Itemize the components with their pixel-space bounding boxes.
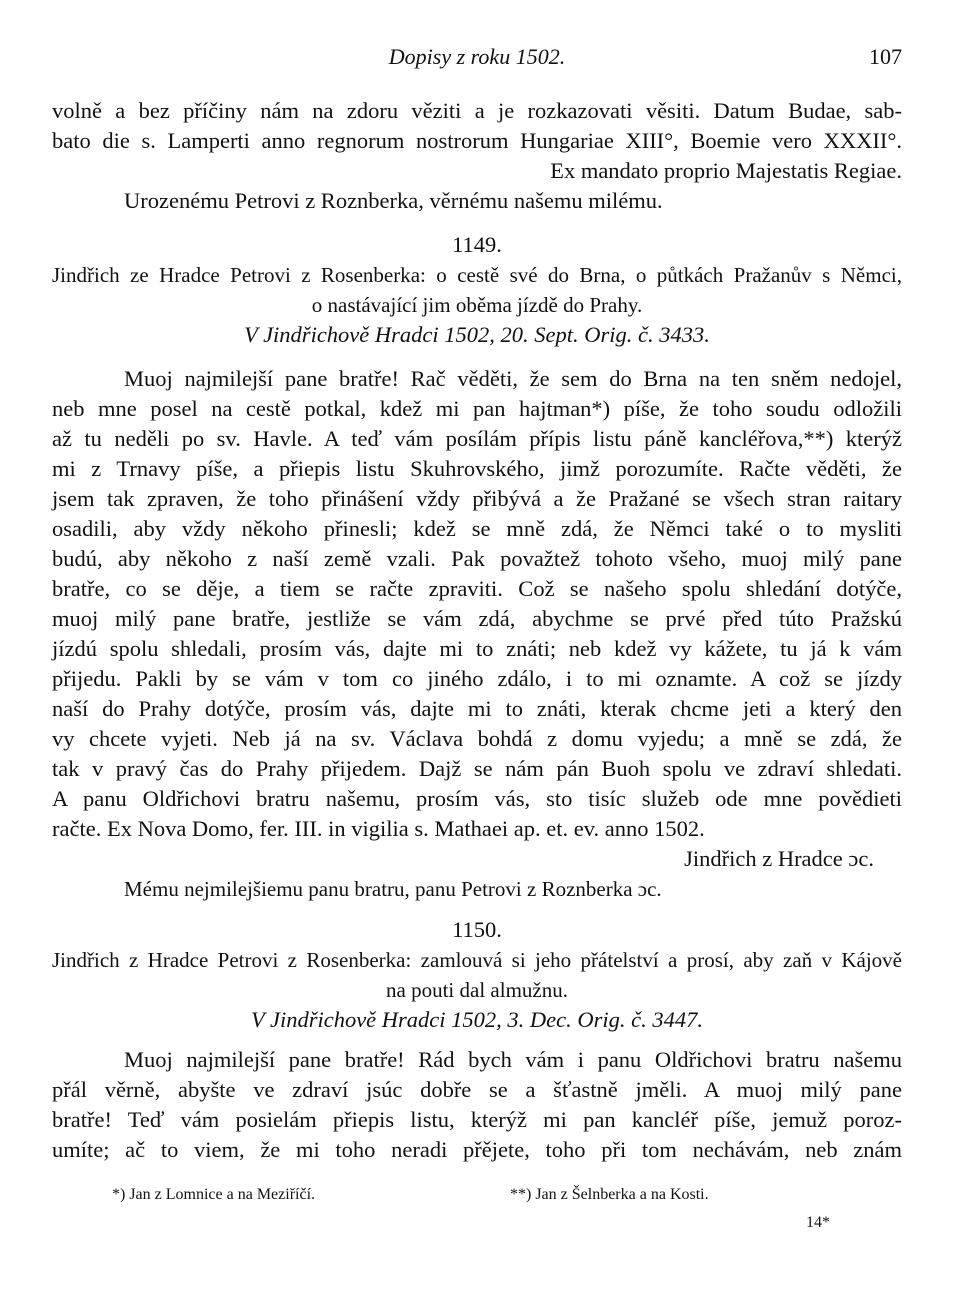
letter-summary: o nastávající jim oběma jízdě do Prahy. xyxy=(311,293,643,317)
letter-1149-heading xyxy=(52,230,902,350)
letter-number: 1150. xyxy=(452,917,502,942)
text-line: vy chcete vyjeti. Neb já na sv. Václava bohdá z domu vyjedu; a mně se zdá, že xyxy=(52,726,902,751)
letter-number: 1149. xyxy=(452,232,502,257)
text-line: naší do Prahy dotýče, prosím vás, dajte mi to znáti, kterak chcme jeti a který den xyxy=(52,696,902,721)
letter-summary: na pouti dal almužnu. xyxy=(386,978,568,1002)
letter-signature: Jindřich z Hradce ɔc. xyxy=(684,846,874,871)
page-header xyxy=(52,44,902,74)
text-line: volně a bez příčiny nám na zdoru věziti a je rozkazovati věsiti. Datum Budae, sab- xyxy=(52,98,902,123)
letter-summary: Jindřich ze Hradce Petrovi z Rosenberka: o cestě své do Brna, o půtkách Pražanův s Němci, xyxy=(52,263,902,287)
text-line: přál věrně, abyšte ve zdraví jsúc dobře se a šťastně jměli. A muoj milý pane xyxy=(52,1077,902,1102)
letter-source: V Jindřichově Hradci 1502, 20. Sept. Orig. č. 3433. xyxy=(244,322,710,347)
text-line: A panu Oldřichovi bratru našemu, prosím vás, sto tisíc služeb ode mne povědieti xyxy=(52,786,902,811)
text-line: budú, aby někoho z naší země vzali. Pak považtež tohoto všeho, muoj milý pane xyxy=(52,546,902,571)
letter-1149-body xyxy=(52,364,902,904)
text-line: umíte; ač to viem, že mi toho neradi přějete, toho při tom nechávám, neb znám xyxy=(52,1137,902,1162)
footnote-2: **) Jan z Šelnberka a na Kosti. xyxy=(510,1186,709,1203)
text-line: tak v pravý čas do Prahy přijedem. Dajž se nám pán Buoh spolu ve zdraví shledati. xyxy=(52,756,902,781)
text-line: bratře! Teď vám posielám přiepis listu, kterýž mi pan kancléř píše, jemuž poroz- xyxy=(52,1107,902,1132)
text-line: bato die s. Lamperti anno regnorum nostrorum Hungariae XIII°, Boemie vero XXXII°. xyxy=(52,128,902,153)
address-line: Mému nejmilejšiemu panu bratru, panu Petrovi z Roznberka ɔc. xyxy=(124,877,662,901)
text-line: muoj milý pane bratře, jestliže se vám zdá, abychme se prvé před túto Pražskú xyxy=(52,606,902,631)
running-title: Dopisy z roku 1502. xyxy=(388,44,566,69)
text-line: přijedu. Pakli by se vám v tom co jiného zdálo, i to mi oznamte. A což se jízdy xyxy=(52,666,902,691)
letter-1148-ending xyxy=(52,96,902,216)
text-line: račte. Ex Nova Domo, fer. III. in vigilia s. Mathaei ap. et. ev. anno 1502. xyxy=(52,816,705,841)
printer-signature-mark: 14* xyxy=(806,1214,830,1231)
letter-summary: Jindřich z Hradce Petrovi z Rosenberka: zamlouvá si jeho přátelství a prosí, aby zaň v Kájově xyxy=(52,948,902,972)
letter-source: V Jindřichově Hradci 1502, 3. Dec. Orig. č. 3447. xyxy=(251,1007,703,1032)
text-line: mi z Trnavy píše, a přiepis listu Skuhrovského, jimž porozumíte. Račte věděti, že xyxy=(52,456,902,481)
text-line: Muoj najmilejší pane bratře! Rač věděti, že sem do Brna na ten sněm nedojel, xyxy=(124,366,902,391)
text-line: neb mne posel na cestě potkal, kdež mi pan hajtman*) píše, že toho soudu odložili xyxy=(52,396,902,421)
letter-1150-body xyxy=(52,1045,902,1165)
text-line: jsem tak zpraven, že toho přinášení vždy přibývá a že Pražané se všech stran raitary xyxy=(52,486,902,511)
page-number: 107 xyxy=(869,44,902,69)
footnote-1: *) Jan z Lomnice a na Meziříčí. xyxy=(112,1186,316,1203)
text-line: až tu neděli po sv. Havle. A teď vám posílám přípis listu páně kancléřova,**) kterýž xyxy=(52,426,902,451)
text-line: Muoj najmilejší pane bratře! Rád bych vám i panu Oldřichovi bratru našemu xyxy=(124,1047,902,1072)
text-line: bratře, co se děje, a tiem se račte zpraviti. Což se našeho spolu shledání dotýče, xyxy=(52,576,902,601)
address-line: Urozenému Petrovi z Roznberka, věrnému našemu milému. xyxy=(124,188,663,213)
text-line: jízdú spolu shledali, prosím vás, dajte mi to znáti; neb kdež vy kážete, tu já k vám xyxy=(52,636,902,661)
text-line: osadili, aby vždy někoho přinesli; kdež se mně zdá, že Němci také o to mysliti xyxy=(52,516,902,541)
mandate-line: Ex mandato proprio Majestatis Regiae. xyxy=(550,158,902,183)
letter-1150-heading xyxy=(52,915,902,1035)
